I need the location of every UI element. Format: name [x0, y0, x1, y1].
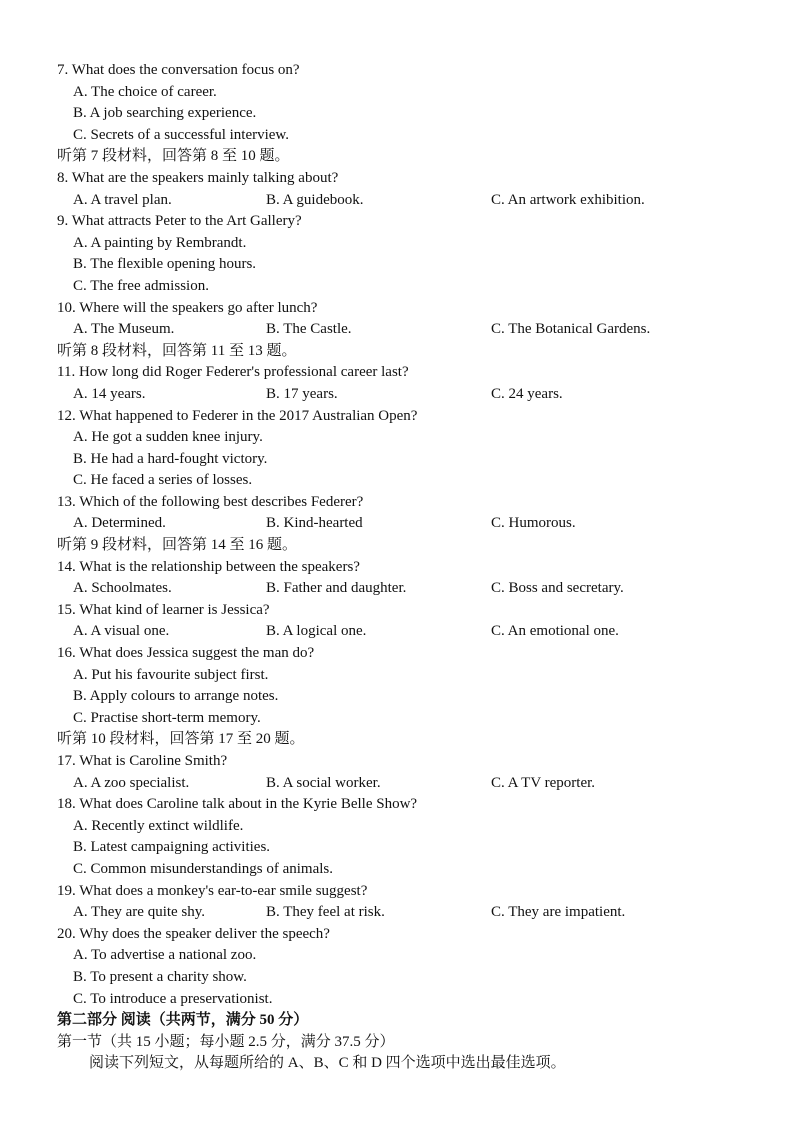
option: C. Practise short-term memory.: [73, 709, 261, 726]
question: 12. What happened to Federer in the 2017 Australian Open?: [57, 407, 418, 424]
question: 14. What is the relationship between the speakers?: [57, 558, 360, 575]
option: A. Put his favourite subject first.: [73, 666, 269, 683]
passage-heading: 听第 7 段材料，回答第 8 至 10 题。: [57, 148, 290, 165]
passage-heading: 第一节（共 15 小题；每小题 2.5 分，满分 37.5 分）: [57, 1033, 395, 1050]
option: B. A job searching experience.: [73, 105, 257, 122]
option-b: B. A social worker.: [266, 774, 381, 791]
option-b: B. Father and daughter.: [266, 580, 407, 597]
option: B. The flexible opening hours.: [73, 256, 257, 273]
option: B. To present a charity show.: [73, 968, 247, 985]
question: 13. Which of the following best describes Federer?: [57, 493, 364, 510]
option: B. He had a hard-fought victory.: [73, 450, 268, 467]
question: 19. What does a monkey's ear-to-ear smile suggest?: [57, 882, 368, 899]
question: 7. What does the conversation focus on?: [57, 62, 300, 78]
option-a: A. Determined.: [73, 515, 166, 532]
option: B. Apply colours to arrange notes.: [73, 688, 279, 705]
option: A. He got a sudden knee injury.: [73, 429, 263, 446]
option-row: [57, 902, 757, 924]
option: C. To introduce a preservationist.: [73, 990, 273, 1007]
passage-heading: 听第 8 段材料，回答第 11 至 13 题。: [57, 342, 297, 359]
option-b: B. They feel at risk.: [266, 904, 385, 921]
option-row: [57, 319, 757, 341]
question: 18. What does Caroline talk about in the Kyrie Belle Show?: [57, 796, 418, 813]
option-a: A. The Museum.: [73, 321, 175, 338]
option-row: [57, 513, 757, 535]
option-c: C. They are impatient.: [491, 904, 626, 921]
option-b: B. The Castle.: [266, 321, 352, 338]
option-a: A. They are quite shy.: [73, 904, 206, 921]
option-b: B. 17 years.: [266, 385, 338, 402]
passage-heading: 听第 10 段材料，回答第 17 至 20 题。: [57, 731, 305, 748]
option-b: B. Kind-hearted: [266, 515, 363, 532]
option-a: A. A travel plan.: [73, 191, 172, 208]
passage-heading: 听第 9 段材料，回答第 14 至 16 题。: [57, 537, 298, 554]
option-a: A. A visual one.: [73, 623, 170, 640]
option-b: B. A logical one.: [266, 623, 367, 640]
option-a: A. 14 years.: [73, 385, 146, 402]
option-c: C. A TV reporter.: [491, 774, 596, 791]
option-c: C. An artwork exhibition.: [491, 191, 645, 208]
option: B. Latest campaigning activities.: [73, 839, 271, 856]
option: A. The choice of career.: [73, 83, 217, 100]
question: 11. How long did Roger Federer's professional career last?: [57, 364, 409, 381]
option-c: C. Boss and secretary.: [491, 580, 624, 597]
option-row: [57, 384, 757, 406]
option: C. The free admission.: [73, 277, 209, 294]
option-row: [57, 190, 757, 212]
question: 17. What is Caroline Smith?: [57, 753, 228, 769]
question: 10. Where will the speakers go after lunch?: [57, 299, 318, 316]
option-row: [57, 773, 757, 795]
option-c: C. The Botanical Gardens.: [491, 321, 651, 338]
question: 8. What are the speakers mainly talking about?: [57, 169, 339, 186]
option-c: C. Humorous.: [491, 515, 576, 532]
option-a: A. Schoolmates.: [73, 580, 172, 597]
section-title: 第二部分 阅读（共两节，满分 50 分）: [57, 1012, 309, 1029]
option-c: C. 24 years.: [491, 385, 563, 402]
listening-section: [57, 60, 757, 1075]
question: 20. Why does the speaker deliver the speech?: [57, 925, 330, 942]
option-b: B. A guidebook.: [266, 191, 364, 208]
option-row: [57, 621, 757, 643]
option: A. To advertise a national zoo.: [73, 947, 257, 964]
option: C. Common misunderstandings of animals.: [73, 860, 333, 877]
instruction: 阅读下列短文，从每题所给的 A、B、C 和 D 四个选项中选出最佳选项。: [89, 1055, 566, 1072]
option: A. A painting by Rembrandt.: [73, 234, 247, 251]
option-c: C. An emotional one.: [491, 623, 619, 640]
option: C. Secrets of a successful interview.: [73, 126, 290, 143]
option: A. Recently extinct wildlife.: [73, 817, 244, 834]
question: 15. What kind of learner is Jessica?: [57, 601, 270, 618]
option: C. He faced a series of losses.: [73, 472, 253, 489]
option-a: A. A zoo specialist.: [73, 774, 190, 791]
question: 9. What attracts Peter to the Art Gallery?: [57, 213, 302, 230]
question: 16. What does Jessica suggest the man do?: [57, 645, 315, 662]
option-row: [57, 578, 757, 600]
